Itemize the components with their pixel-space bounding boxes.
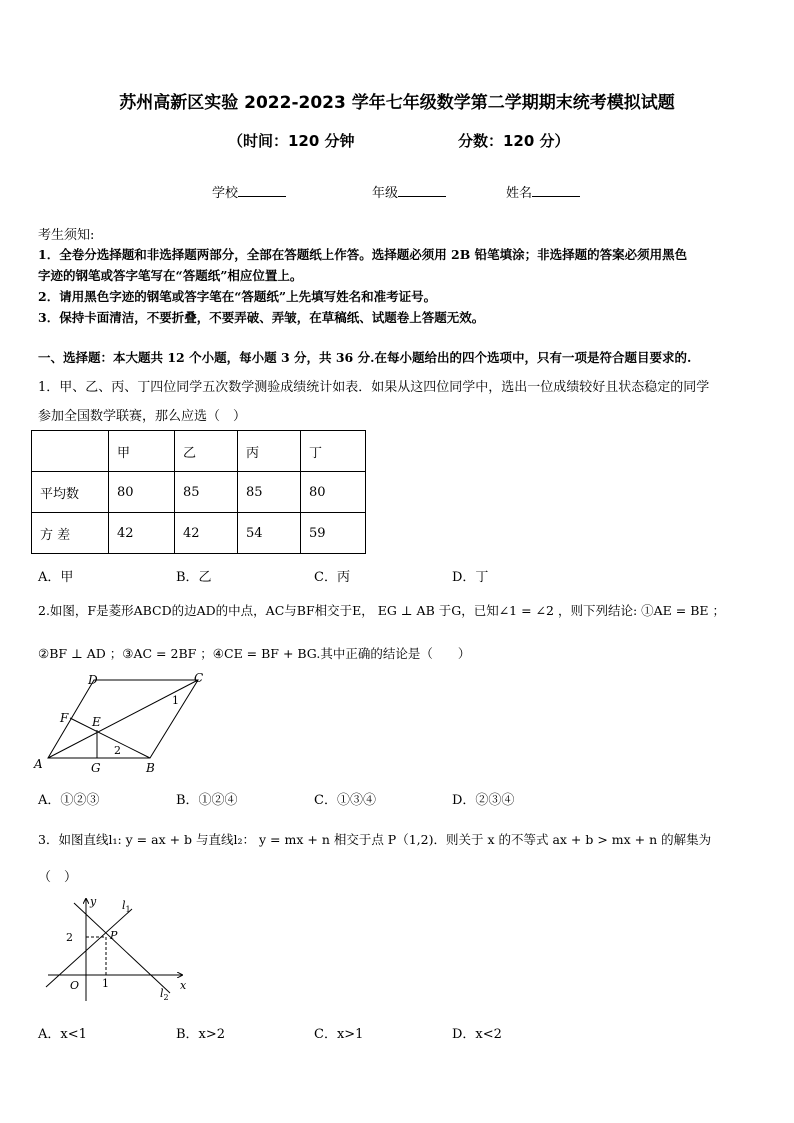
table-cell: 42 [109, 513, 175, 554]
table-cell: 80 [301, 472, 366, 513]
school-blank [238, 184, 286, 197]
q1-option-a: A．甲 [38, 570, 74, 585]
table-cell: 54 [238, 513, 301, 554]
q3-stem-line1: 3．如图直线l₁: y = ax + b 与直线l₂： y = mx + n 相交于点 P（1,2)．则关于 x 的不等式 ax + b > mx + n 的解集为 [38, 832, 712, 847]
rhombus-figure [30, 668, 220, 778]
q2-stem-line2: ②BF ⊥ AD ；③AC = 2BF ；④CE = BF + BG.其中正确的结论是（ ） [38, 646, 471, 661]
table-cell: 乙 [175, 431, 238, 472]
segment-bf [70, 718, 150, 758]
note-item: 2．请用黑色字迹的钢笔或答字笔在“答题纸”上先填写姓名和准考证号。 [38, 289, 437, 304]
table-cell: 85 [175, 472, 238, 513]
x-tick-1: 1 [102, 977, 109, 990]
section-heading: 一、选择题：本大题共 12 个小题，每小题 3 分，共 36 分.在每小题给出的四个选项中，只有一项是符合题目要求的. [38, 350, 692, 365]
notes-heading: 考生须知: [38, 228, 95, 243]
x-axis-label: x [180, 979, 187, 992]
table-header-row [32, 431, 366, 472]
label-c: C [194, 671, 204, 685]
table-cell: 59 [301, 513, 366, 554]
angle-2-label: 2 [114, 744, 121, 757]
time-label: （时间：120 分钟 [228, 132, 355, 150]
table-cell: 丙 [238, 431, 301, 472]
score-table [31, 430, 366, 554]
q2-option-a: A．①②③ [38, 793, 100, 808]
q2-option-b: B．①②④ [176, 793, 238, 808]
y-tick-2: 2 [66, 931, 73, 944]
q1-stem-line1: 1．甲、乙、丙、丁四位同学五次数学测验成绩统计如表．如果从这四位同学中，选出一位成绩较好且状态稳定的同学 [38, 380, 710, 395]
q1-option-d: D．丁 [452, 570, 489, 585]
q2-option-c: C．①③④ [314, 793, 376, 808]
q1-option-c: C．丙 [314, 570, 350, 585]
note-item: 1．全卷分选择题和非选择题两部分，全部在答题纸上作答。选择题必须用 2B 铅笔填涂；非选择题的答案必须用黑色 [38, 247, 688, 262]
q2-stem-line1: 2.如图，F是菱形ABCD的边AD的中点，AC与BF相交于E， EG ⊥ AB 于G，已知∠1 = ∠2 ，则下列结论: ①AE = BE ； [38, 603, 726, 618]
school-field [212, 182, 286, 201]
label-e: E [92, 715, 101, 729]
q2-option-d: D．②③④ [452, 793, 515, 808]
name-field [506, 182, 580, 201]
label-f: F [60, 711, 69, 725]
q3-option-c: C．x>1 [314, 1027, 364, 1042]
grade-blank [398, 184, 446, 197]
grade-label: 年级 [372, 186, 399, 201]
table-row [32, 472, 366, 513]
table-cell: 甲 [109, 431, 175, 472]
table-cell: 42 [175, 513, 238, 554]
table-cell: 平均数 [32, 472, 109, 513]
label-g: G [91, 761, 101, 775]
note-item: 字迹的钢笔或答字笔写在“答题纸”相应位置上。 [38, 268, 303, 283]
score-label: 分数：120 分） [458, 132, 570, 150]
origin-label: O [70, 979, 80, 992]
angle-1-label: 1 [172, 694, 179, 707]
grade-field [372, 182, 446, 201]
y-axis-label: y [90, 895, 97, 908]
label-d: D [88, 673, 98, 687]
table-cell [32, 431, 109, 472]
l2-label: $l_2$ [160, 987, 169, 1002]
l1-label: $l_1$ [122, 899, 131, 914]
q3-stem-line2: （ ） [38, 870, 78, 885]
note-item: 3．保持卡面清洁，不要折叠，不要弄破、弄皱，在草稿纸、试题卷上答题无效。 [38, 310, 485, 325]
table-cell: 85 [238, 472, 301, 513]
table-cell: 方 差 [32, 513, 109, 554]
q1-stem-line2: 参加全国数学联赛，那么应选（ ） [38, 409, 247, 424]
label-b: B [146, 761, 155, 775]
q3-option-a: A．x<1 [38, 1027, 87, 1042]
table-row [32, 513, 366, 554]
q3-option-d: D．x<2 [452, 1027, 502, 1042]
name-blank [532, 184, 580, 197]
q1-option-b: B．乙 [176, 570, 212, 585]
page-title: 苏州高新区实验 2022-2023 学年七年级数学第二学期期末统考模拟试题 [119, 93, 675, 113]
table-cell: 80 [109, 472, 175, 513]
name-label: 姓名 [506, 186, 533, 201]
school-label: 学校 [212, 186, 239, 201]
q3-option-b: B．x>2 [176, 1027, 226, 1042]
point-p-label: P [110, 929, 118, 942]
table-cell: 丁 [301, 431, 366, 472]
lines-graph-figure [40, 893, 200, 1005]
label-a: A [34, 757, 43, 771]
